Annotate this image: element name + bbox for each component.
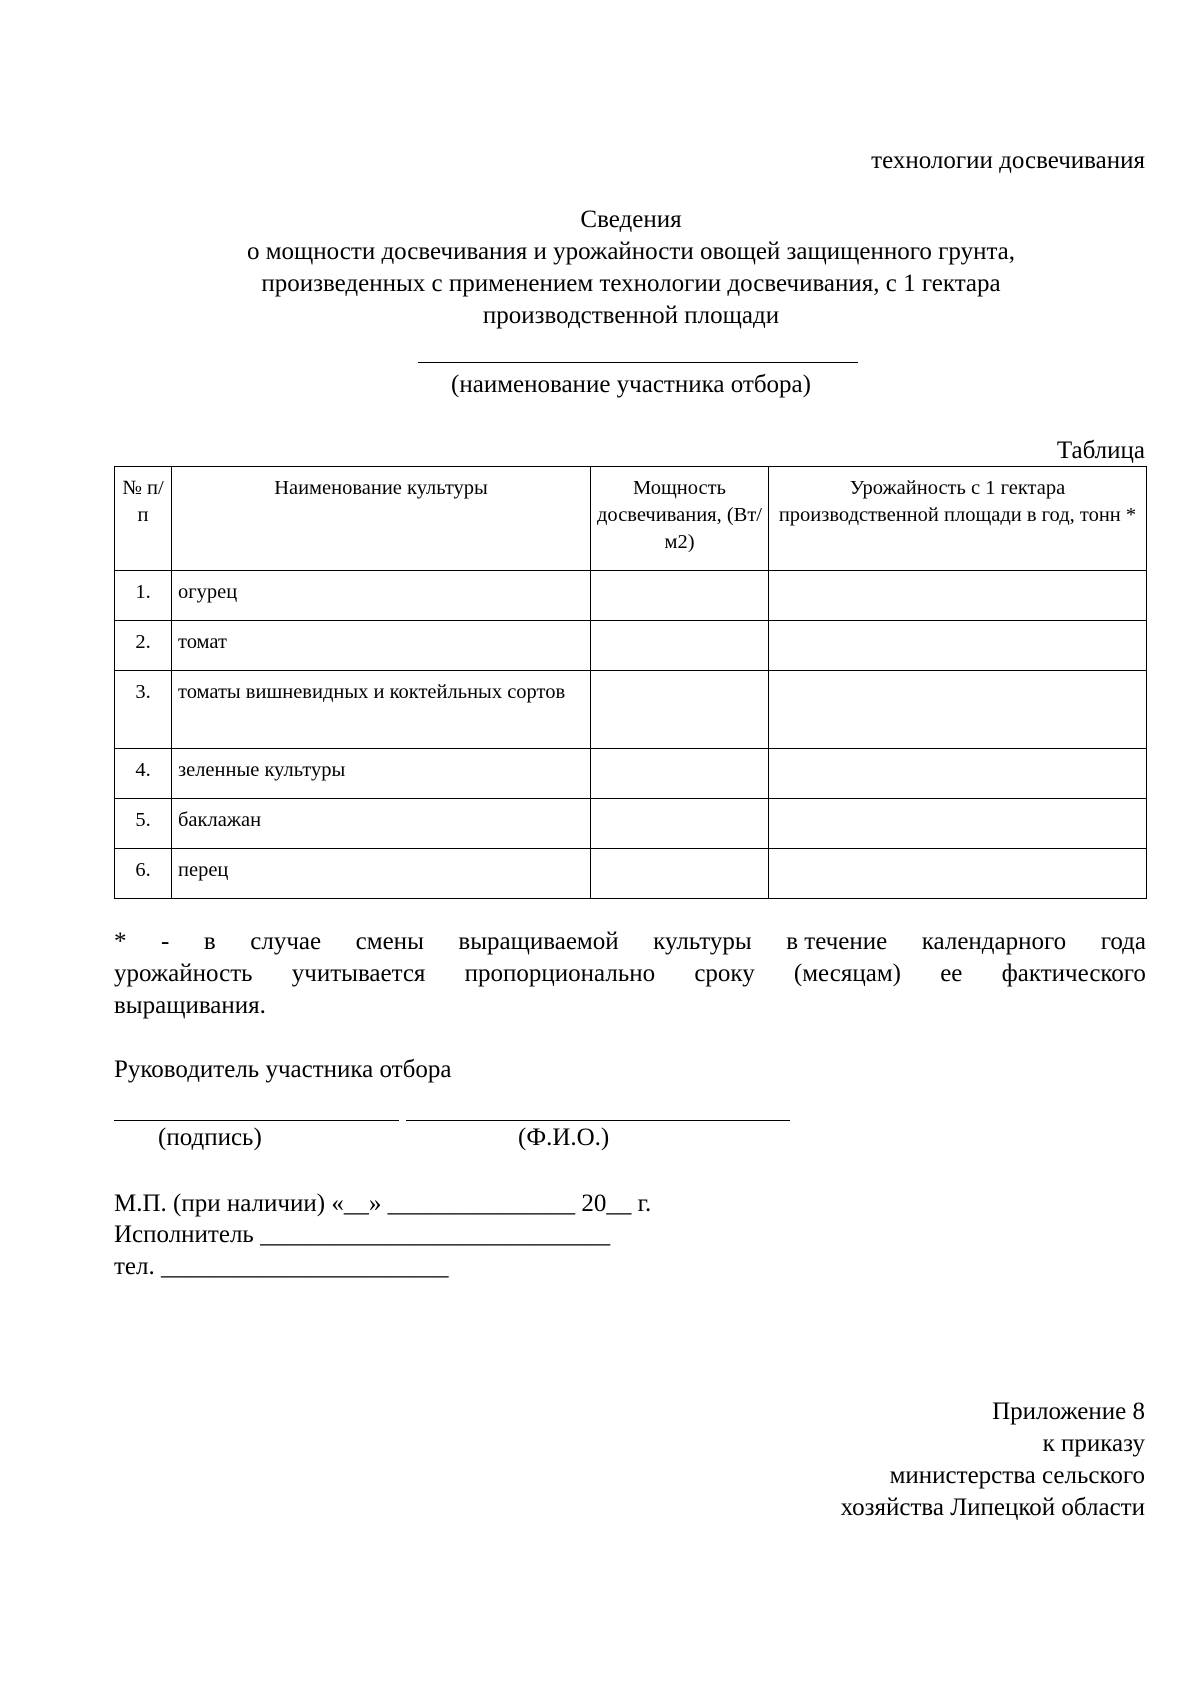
phone-line: тел. _______________________ [114, 1253, 449, 1280]
header-yield: Урожайность с 1 гектара производственной площади в год, тонн * [769, 467, 1147, 571]
footnote-word: сроку [694, 960, 755, 987]
row-crop-name: томат [172, 621, 591, 671]
table-row [115, 671, 1147, 749]
row-number: 3. [115, 671, 172, 749]
row-number: 4. [115, 749, 172, 799]
footnote-word: - [161, 928, 170, 955]
signature-line [114, 1120, 399, 1121]
row-power-cell [591, 849, 769, 899]
data-table [114, 466, 1147, 899]
footnote-word: фактического [1001, 960, 1146, 987]
row-number: 5. [115, 799, 172, 849]
footnote-line-3: выращивания. [114, 992, 266, 1019]
table-row [115, 799, 1147, 849]
signature-caption: (подпись) [158, 1124, 262, 1151]
table-row [115, 571, 1147, 621]
footnote-word: календарного [921, 928, 1067, 955]
header-number: № п/п [115, 467, 172, 571]
footnote-word: года [1100, 928, 1146, 955]
table-caption: Таблица [1056, 437, 1145, 464]
title-line-4: производственной площади [482, 302, 780, 329]
title-line-1: Сведения [580, 206, 682, 233]
appendix-line-2: к приказу [1042, 1430, 1145, 1457]
participant-name-line [418, 362, 858, 363]
stamp-date-line: М.П. (при наличии) «__» _______________ 20__ г. [114, 1190, 652, 1217]
appendix-block [841, 1396, 1145, 1524]
footnote-word: выращиваемой [458, 928, 619, 955]
title-line-2: о мощности досвечивания и урожайности овощей защищенного грунта, [246, 238, 1016, 265]
row-number: 1. [115, 571, 172, 621]
table-header-row [115, 467, 1147, 571]
footnote-word: в [203, 928, 216, 955]
appendix-line-4: хозяйства Липецкой области [840, 1494, 1145, 1521]
footnote [114, 926, 1146, 1022]
header-top-right: технологии досвечивания [871, 147, 1145, 174]
row-yield-cell [769, 671, 1147, 749]
fio-line [406, 1120, 790, 1121]
footnote-word: (месяцам) [793, 960, 901, 987]
row-yield-cell [769, 571, 1147, 621]
footnote-line-1 [114, 926, 1146, 958]
footnote-word: * [114, 928, 127, 955]
executor-line: Исполнитель ____________________________ [114, 1221, 611, 1248]
footnote-word: культуры [653, 928, 752, 955]
row-number: 2. [115, 621, 172, 671]
footnote-word: урожайность [114, 960, 253, 987]
header-power: Мощность досвечивания, (Вт/м2) [591, 467, 769, 571]
table-row [115, 849, 1147, 899]
row-number: 6. [115, 849, 172, 899]
row-power-cell [591, 671, 769, 749]
title-line-3: произведенных с применением технологии досвечивания, с 1 гектара [261, 270, 1001, 297]
table-row [115, 749, 1147, 799]
table-row [115, 621, 1147, 671]
row-crop-name: огурец [172, 571, 591, 621]
head-label: Руководитель участника отбора [114, 1056, 452, 1083]
row-power-cell [591, 749, 769, 799]
row-yield-cell [769, 849, 1147, 899]
row-power-cell [591, 799, 769, 849]
footnote-word: смены [355, 928, 424, 955]
footnote-word: ее [940, 960, 963, 987]
footnote-word: пропорционально [464, 960, 656, 987]
row-power-cell [591, 621, 769, 671]
row-yield-cell [769, 749, 1147, 799]
appendix-line-1: Приложение 8 [992, 1398, 1145, 1425]
footnote-word: случае [250, 928, 322, 955]
document-title [0, 204, 1200, 332]
row-yield-cell [769, 799, 1147, 849]
row-crop-name: баклажан [172, 799, 591, 849]
appendix-line-3: министерства сельского [889, 1462, 1145, 1489]
row-crop-name: зеленные культуры [172, 749, 591, 799]
row-crop-name: томаты вишневидных и коктейльных сортов [172, 671, 591, 749]
row-power-cell [591, 571, 769, 621]
fio-caption: (Ф.И.О.) [518, 1124, 610, 1151]
row-yield-cell [769, 621, 1147, 671]
row-crop-name: перец [172, 849, 591, 899]
header-crop-name: Наименование культуры [172, 467, 591, 571]
footnote-word: учитывается [291, 960, 426, 987]
footnote-word: в течение [786, 928, 888, 955]
participant-caption: (наименование участника отбора) [451, 371, 811, 398]
footnote-line-2 [114, 958, 1146, 990]
